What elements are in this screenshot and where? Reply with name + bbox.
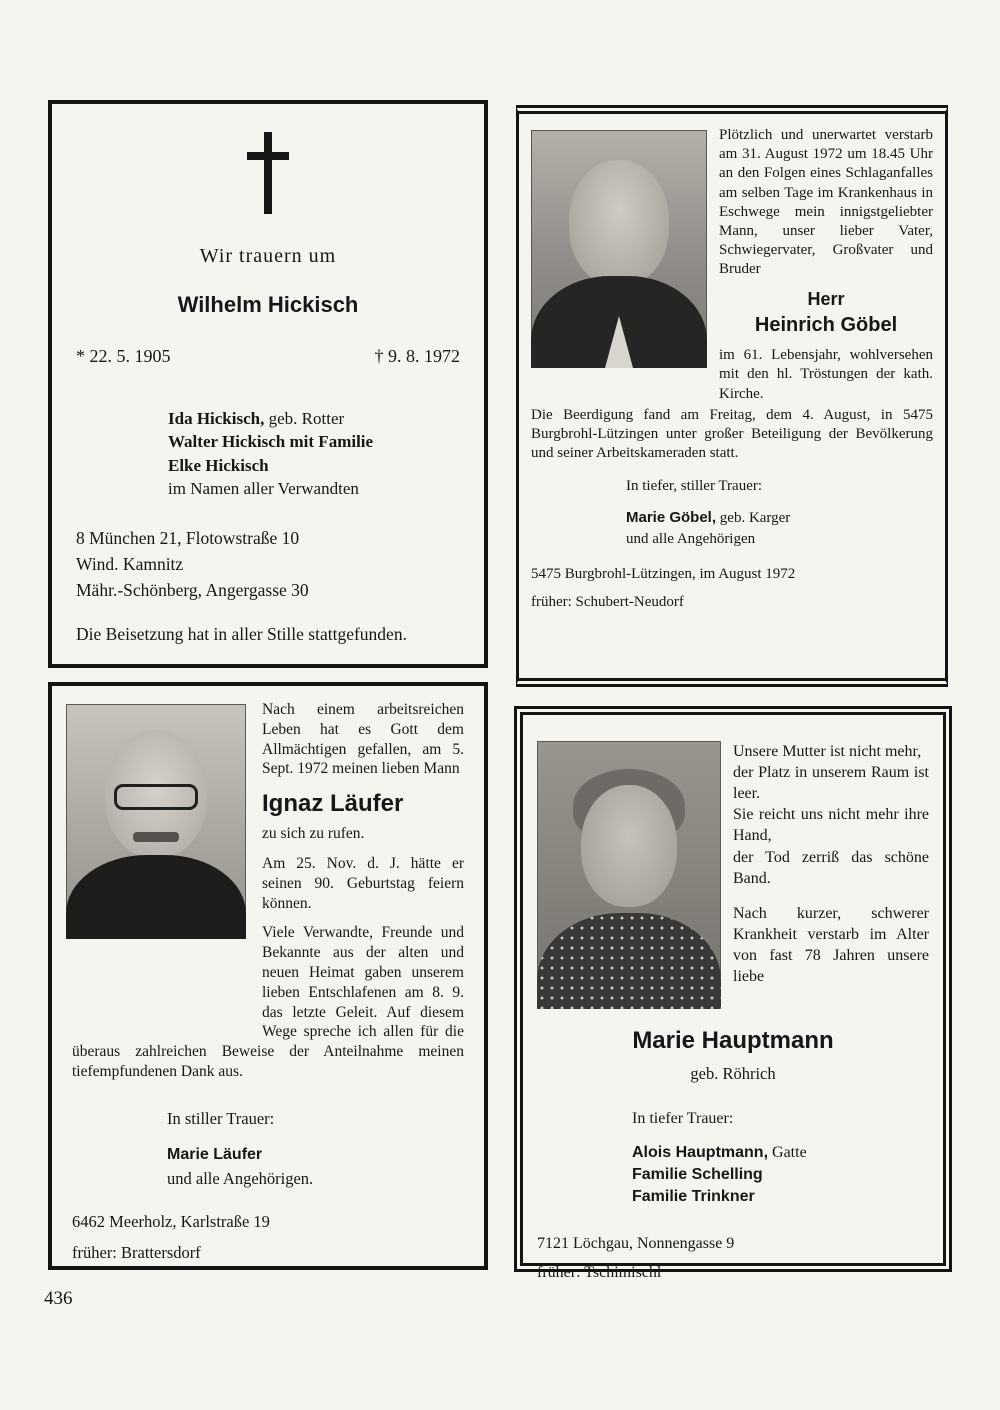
photo-shoulders-shape xyxy=(537,913,721,1009)
deceased-name: Marie Hauptmann xyxy=(632,1027,834,1054)
mourning-poem xyxy=(733,741,929,889)
place-line: 5475 Burgbrohl-Lützingen, im August 1972 xyxy=(531,565,796,582)
mourners-note: und alle Angehörigen xyxy=(626,530,756,547)
obituary-laeufer xyxy=(48,682,488,1270)
grief-line: In tiefer, stiller Trauer: xyxy=(626,478,763,495)
photo-face-shape xyxy=(569,160,669,286)
birthday-note: Am 25. Nov. d. J. hätte er seinen 90. Geburtstag feiern können. xyxy=(262,854,464,912)
photo-text-row xyxy=(531,126,933,404)
portrait-photo-hauptmann xyxy=(537,741,721,1009)
mourners-list xyxy=(632,1142,929,1209)
cross-icon xyxy=(76,104,460,221)
burial-text: Die Beerdigung fand am Freitag, dem 4. August, in 5475 Burgbrohl-Lützingen unter großer Beteiligung der Bevölkerung und seiner Arbeitskameraden statt. xyxy=(531,406,933,462)
address-line: Mähr.-Schönberg, Angergasse 30 xyxy=(76,580,309,601)
page-number: 436 xyxy=(44,1288,73,1309)
mourner-name: Marie Läufer xyxy=(167,1146,263,1164)
mourner-name-suffix: geb. Rotter xyxy=(264,409,345,428)
mourners-note: und alle Angehörigen. xyxy=(167,1168,314,1188)
poem-line: der Tod zerriß das schöne Band. xyxy=(733,848,929,887)
photo-face-shape xyxy=(581,785,677,907)
address-block xyxy=(76,525,460,604)
announcement-column xyxy=(719,126,933,404)
grief-line: In stiller Trauer: xyxy=(167,1108,275,1128)
photo-text-row xyxy=(537,741,929,1009)
former-residence-line: früher: Tschimischl xyxy=(537,1263,662,1281)
announcement-continuation: zu sich zu rufen. xyxy=(262,825,365,843)
mourner-name-suffix: geb. Karger xyxy=(716,510,791,527)
address-line: 6462 Meerholz, Karlstraße 19 xyxy=(72,1211,270,1231)
obituary-hauptmann xyxy=(514,706,952,1281)
mourner-name: Marie Göbel, xyxy=(626,509,717,527)
deceased-name: Wilhelm Hickisch xyxy=(177,292,359,317)
closing-note: Die Beisetzung hat in aller Stille stattgefunden. xyxy=(76,623,407,644)
photo-shoulders-shape xyxy=(66,855,246,939)
mourner-name: Walter Hickisch mit Familie xyxy=(168,432,374,452)
mourner-line xyxy=(632,1142,929,1164)
deceased-name: Heinrich Göbel xyxy=(754,313,898,336)
mourners-note: im Namen aller Verwandten xyxy=(168,479,359,499)
announcement-text: Nach kurzer, schwerer Krankheit verstarb im Alter von fast 78 Jahren unsere liebe xyxy=(733,904,929,986)
mourner-line xyxy=(168,407,460,430)
life-dates xyxy=(76,346,460,367)
address-line: 7121 Löchgau, Nonnengasse 9 xyxy=(537,1234,735,1252)
death-date: † 9. 8. 1972 xyxy=(374,346,460,366)
mourner-line xyxy=(626,508,933,528)
mourner-name: Alois Hauptmann, xyxy=(632,1143,769,1161)
deceased-title: Herr xyxy=(807,288,845,309)
address-line: 8 München 21, Flotowstraße 10 xyxy=(76,527,300,548)
poem-line: Unsere Mutter ist nicht mehr, xyxy=(733,743,922,760)
maiden-name: geb. Röhrich xyxy=(690,1063,776,1083)
thanks-text: Viele Verwandte, Freunde und Bekannte aus der alten und neuen Heimat gaben unserem lieben Entschlafenen am 8. 9. das letzte Geleit. Auf diesem Wege spreche ich allen für die überaus zahlreichen Beweise der Anteilnahme meinen tiefempfundenen Dank aus. xyxy=(72,924,464,1081)
mourners-list xyxy=(626,508,933,549)
portrait-photo-laeufer xyxy=(66,704,246,939)
photo-mustache-shape xyxy=(133,832,179,842)
deceased-name: Ignaz Läufer xyxy=(262,790,404,818)
former-residence-line: früher: Schubert-Neudorf xyxy=(531,594,684,611)
poem-line: der Platz in unserem Raum ist leer. xyxy=(733,764,929,803)
obituary-goebel xyxy=(516,105,948,687)
former-residence-line: früher: Brattersdorf xyxy=(72,1242,201,1262)
grief-line: In tiefer Trauer: xyxy=(632,1110,734,1128)
mourner-name: Familie Schelling xyxy=(632,1165,763,1183)
photo-glasses-shape xyxy=(114,784,198,810)
portrait-photo-goebel xyxy=(531,130,707,368)
mourning-intro: Wir trauern um xyxy=(199,245,337,267)
mourner-name: Ida Hickisch, xyxy=(168,409,265,428)
mourner-name-suffix: Gatte xyxy=(768,1143,807,1161)
poem-column xyxy=(733,741,929,987)
announcement-text: Nach einem arbeitsreichen Leben hat es Gott dem Allmächtigen gefallen, am 5. Sept. 1972 meinen lieben Mann xyxy=(262,701,464,778)
address-line: Wind. Kamnitz xyxy=(76,554,184,575)
birth-date: * 22. 5. 1905 xyxy=(76,346,171,366)
age-text: im 61. Lebensjahr, wohlversehen mit den hl. Tröstungen der kath. Kirche. xyxy=(719,347,933,402)
mourners-list xyxy=(168,407,460,501)
poem-line: Sie reicht uns nicht mehr ihre Hand, xyxy=(733,806,929,845)
mourner-name: Familie Trinkner xyxy=(632,1188,755,1206)
obituary-hickisch xyxy=(48,100,488,668)
mourner-name: Elke Hickisch xyxy=(168,455,269,475)
announcement-text: Plötzlich und unerwartet verstarb am 31. August 1972 um 18.45 Uhr an den Folgen eines Schlaganfalles am selben Tage im Krankenhaus in Eschwege mein innigstgeliebter Mann, unser lieber Vater, Schwiegervater, Großvater und Bruder xyxy=(719,127,933,278)
